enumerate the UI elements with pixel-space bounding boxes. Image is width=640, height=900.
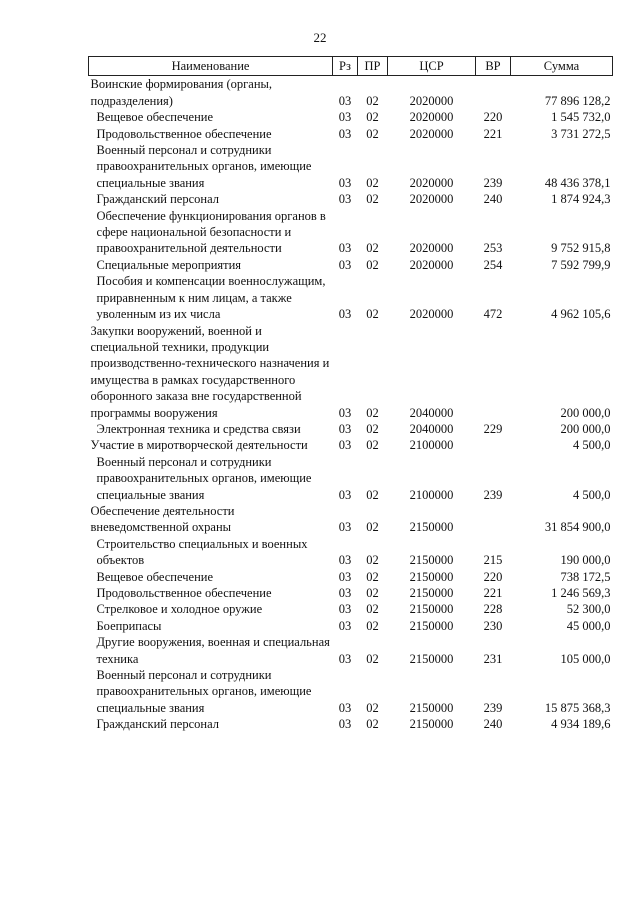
row-sum: 200 000,0 (560, 405, 611, 420)
row-csr: 2020000 (409, 93, 454, 108)
row-pr: 02 (366, 618, 379, 633)
row-csr: 2100000 (409, 438, 454, 453)
row-name: Военный персонал и сотрудники правоохранительных органов, имеющие специальные звания (96, 143, 312, 190)
row-vr: 215 (483, 553, 503, 568)
row-sum: 1 246 569,3 (551, 586, 611, 600)
row-pr: 02 (366, 110, 379, 125)
page-number: 22 (313, 30, 327, 45)
row-vr: 231 (483, 651, 503, 666)
row-sum: 52 300,0 (566, 602, 611, 617)
table-row (89, 437, 613, 453)
row-pr: 02 (366, 586, 379, 600)
table-row (89, 503, 613, 536)
row-csr: 2150000 (409, 553, 454, 568)
row-sum: 738 172,5 (560, 569, 611, 584)
row-csr: 2020000 (409, 307, 454, 322)
row-pr: 02 (366, 126, 379, 141)
row-vr: 220 (483, 110, 503, 125)
table-row (89, 76, 613, 109)
row-rz: 03 (338, 126, 352, 141)
row-sum: 31 854 900,0 (544, 520, 611, 535)
row-pr: 02 (366, 700, 379, 715)
row-name: Стрелковое и холодное оружие (96, 602, 263, 617)
row-csr: 2150000 (409, 618, 454, 633)
row-csr: 2150000 (409, 602, 454, 617)
row-sum: 4 934 189,6 (551, 717, 611, 732)
row-sum: 1 874 924,3 (551, 192, 611, 207)
row-vr: 253 (483, 241, 503, 256)
row-name: Военный персонал и сотрудники правоохранительных органов, имеющие специальные звания (96, 668, 312, 715)
table-row (89, 667, 613, 716)
row-csr: 2040000 (409, 405, 454, 420)
row-rz: 03 (338, 93, 352, 108)
row-name: Строительство специальных и военных объектов (96, 536, 308, 568)
row-csr: 2150000 (409, 520, 454, 535)
row-csr: 2100000 (409, 487, 454, 502)
row-sum: 3 731 272,5 (551, 126, 611, 141)
row-name: Электронная техника и средства связи (96, 421, 301, 436)
row-sum: 7 592 799,9 (551, 257, 611, 272)
row-vr: 239 (483, 487, 503, 502)
row-pr: 02 (366, 257, 379, 272)
row-name: Боеприпасы (96, 618, 162, 633)
row-csr: 2150000 (409, 651, 454, 666)
row-vr: 221 (483, 126, 503, 141)
row-csr: 2020000 (409, 257, 454, 272)
row-rz: 03 (338, 586, 352, 600)
row-rz: 03 (338, 110, 352, 125)
row-sum: 4 962 105,6 (551, 307, 611, 322)
table-row (89, 569, 613, 585)
column-header-vr: ВР (476, 57, 511, 76)
row-vr: 229 (483, 421, 503, 436)
row-vr: 230 (483, 618, 503, 633)
row-sum: 4 500,0 (573, 487, 611, 502)
table-row (89, 109, 613, 125)
row-rz: 03 (338, 405, 352, 420)
column-header-rz: Рз (333, 57, 358, 76)
table-row (89, 601, 613, 617)
row-rz: 03 (338, 651, 352, 666)
row-pr: 02 (366, 421, 379, 436)
row-csr: 2040000 (409, 421, 454, 436)
row-vr: 240 (483, 717, 503, 732)
column-header-sum: Сумма (511, 57, 613, 76)
row-vr: 239 (483, 700, 503, 715)
row-csr: 2020000 (409, 192, 454, 207)
row-name: Продовольственное обеспечение (96, 586, 272, 600)
row-rz: 03 (338, 602, 352, 617)
row-name: Вещевое обеспечение (96, 569, 213, 584)
row-csr: 2150000 (409, 700, 454, 715)
row-rz: 03 (338, 618, 352, 633)
table-row (89, 536, 613, 569)
row-sum: 77 896 128,2 (544, 93, 611, 108)
row-csr: 2150000 (409, 569, 454, 584)
row-pr: 02 (366, 192, 379, 207)
row-name: Обеспечение деятельности вневедомственной охраны (90, 503, 235, 535)
row-pr: 02 (366, 602, 379, 617)
row-name: Пособия и компенсации военнослужащим, приравненным к ним лицам, а также уволенным из их числа (96, 274, 326, 322)
row-vr: 228 (483, 602, 503, 617)
table-row (89, 716, 613, 732)
row-csr: 2150000 (409, 586, 454, 600)
row-sum: 1 545 732,0 (551, 110, 611, 125)
table-header-row (89, 57, 613, 76)
row-name: Закупки вооружений, военной и специальной техники, продукции производственно-технического назначения и имущества в рамках государственного оборонного заказа вне государственной программы вооружения (90, 323, 330, 420)
row-rz: 03 (338, 520, 352, 535)
row-rz: 03 (338, 569, 352, 584)
row-name: Специальные мероприятия (96, 257, 242, 272)
table-row (89, 585, 613, 601)
row-csr: 2020000 (409, 175, 454, 190)
table-row (89, 454, 613, 503)
row-pr: 02 (366, 241, 379, 256)
row-csr: 2020000 (409, 126, 454, 141)
row-rz: 03 (338, 438, 352, 453)
row-sum: 4 500,0 (573, 438, 611, 453)
row-rz: 03 (338, 421, 352, 436)
table-row (89, 257, 613, 273)
row-name: Военный персонал и сотрудники правоохранительных органов, имеющие специальные звания (96, 454, 312, 502)
row-sum: 9 752 915,8 (551, 241, 611, 256)
row-pr: 02 (366, 717, 379, 732)
row-name: Продовольственное обеспечение (96, 126, 272, 141)
row-sum: 15 875 368,3 (544, 700, 611, 715)
row-pr: 02 (366, 175, 379, 190)
row-rz: 03 (338, 257, 352, 272)
row-pr: 02 (366, 569, 379, 584)
budget-table (88, 56, 613, 733)
table-row (89, 618, 613, 634)
table-row (89, 142, 613, 191)
row-vr: 254 (483, 257, 503, 272)
row-name: Вещевое обеспечение (96, 110, 213, 125)
row-vr: 221 (483, 586, 503, 600)
row-rz: 03 (338, 700, 352, 715)
row-sum: 48 436 378,1 (544, 175, 611, 190)
row-sum: 190 000,0 (560, 553, 611, 568)
row-vr: 220 (483, 569, 503, 584)
row-rz: 03 (338, 553, 352, 568)
row-pr: 02 (366, 93, 379, 108)
table-row (89, 126, 613, 142)
row-name: Гражданский персонал (96, 717, 219, 732)
row-csr: 2150000 (409, 717, 454, 732)
row-sum: 45 000,0 (566, 618, 611, 633)
row-rz: 03 (338, 175, 352, 190)
table-row (89, 191, 613, 207)
row-vr: 240 (483, 192, 503, 207)
table-row (89, 323, 613, 421)
row-pr: 02 (366, 520, 379, 535)
table-row (89, 273, 613, 322)
row-pr: 02 (366, 553, 379, 568)
row-vr (476, 503, 511, 536)
row-rz: 03 (338, 241, 352, 256)
column-header-pr: ПР (358, 57, 388, 76)
row-name: Другие вооружения, военная и специальная техника (96, 635, 330, 666)
column-header-name: Наименование (89, 57, 333, 76)
row-rz: 03 (338, 717, 352, 732)
row-name: Гражданский персонал (96, 192, 219, 207)
row-sum: 200 000,0 (560, 421, 611, 436)
row-csr: 2020000 (409, 241, 454, 256)
row-rz: 03 (338, 192, 352, 207)
table-row (89, 208, 613, 257)
row-rz: 03 (338, 487, 352, 502)
row-csr: 2020000 (409, 110, 454, 125)
row-pr: 02 (366, 487, 379, 502)
row-pr: 02 (366, 307, 379, 322)
row-rz: 03 (338, 307, 352, 322)
row-vr (476, 437, 511, 453)
row-vr: 239 (483, 175, 503, 190)
table-row (89, 634, 613, 667)
column-header-csr: ЦСР (388, 57, 476, 76)
row-pr: 02 (366, 405, 379, 420)
table-body (89, 76, 613, 733)
table-row (89, 421, 613, 437)
row-sum: 105 000,0 (560, 651, 611, 666)
row-pr: 02 (366, 651, 379, 666)
row-name: Воинские формирования (органы, подразделения) (90, 77, 273, 108)
row-vr: 472 (483, 307, 503, 322)
row-pr: 02 (366, 438, 379, 453)
row-name: Обеспечение функционирования органов в сфере национальной безопасности и правоохранительной деятельности (96, 208, 326, 256)
row-name: Участие в миротворческой деятельности (90, 438, 308, 453)
row-vr (476, 323, 511, 421)
row-vr (476, 76, 511, 109)
